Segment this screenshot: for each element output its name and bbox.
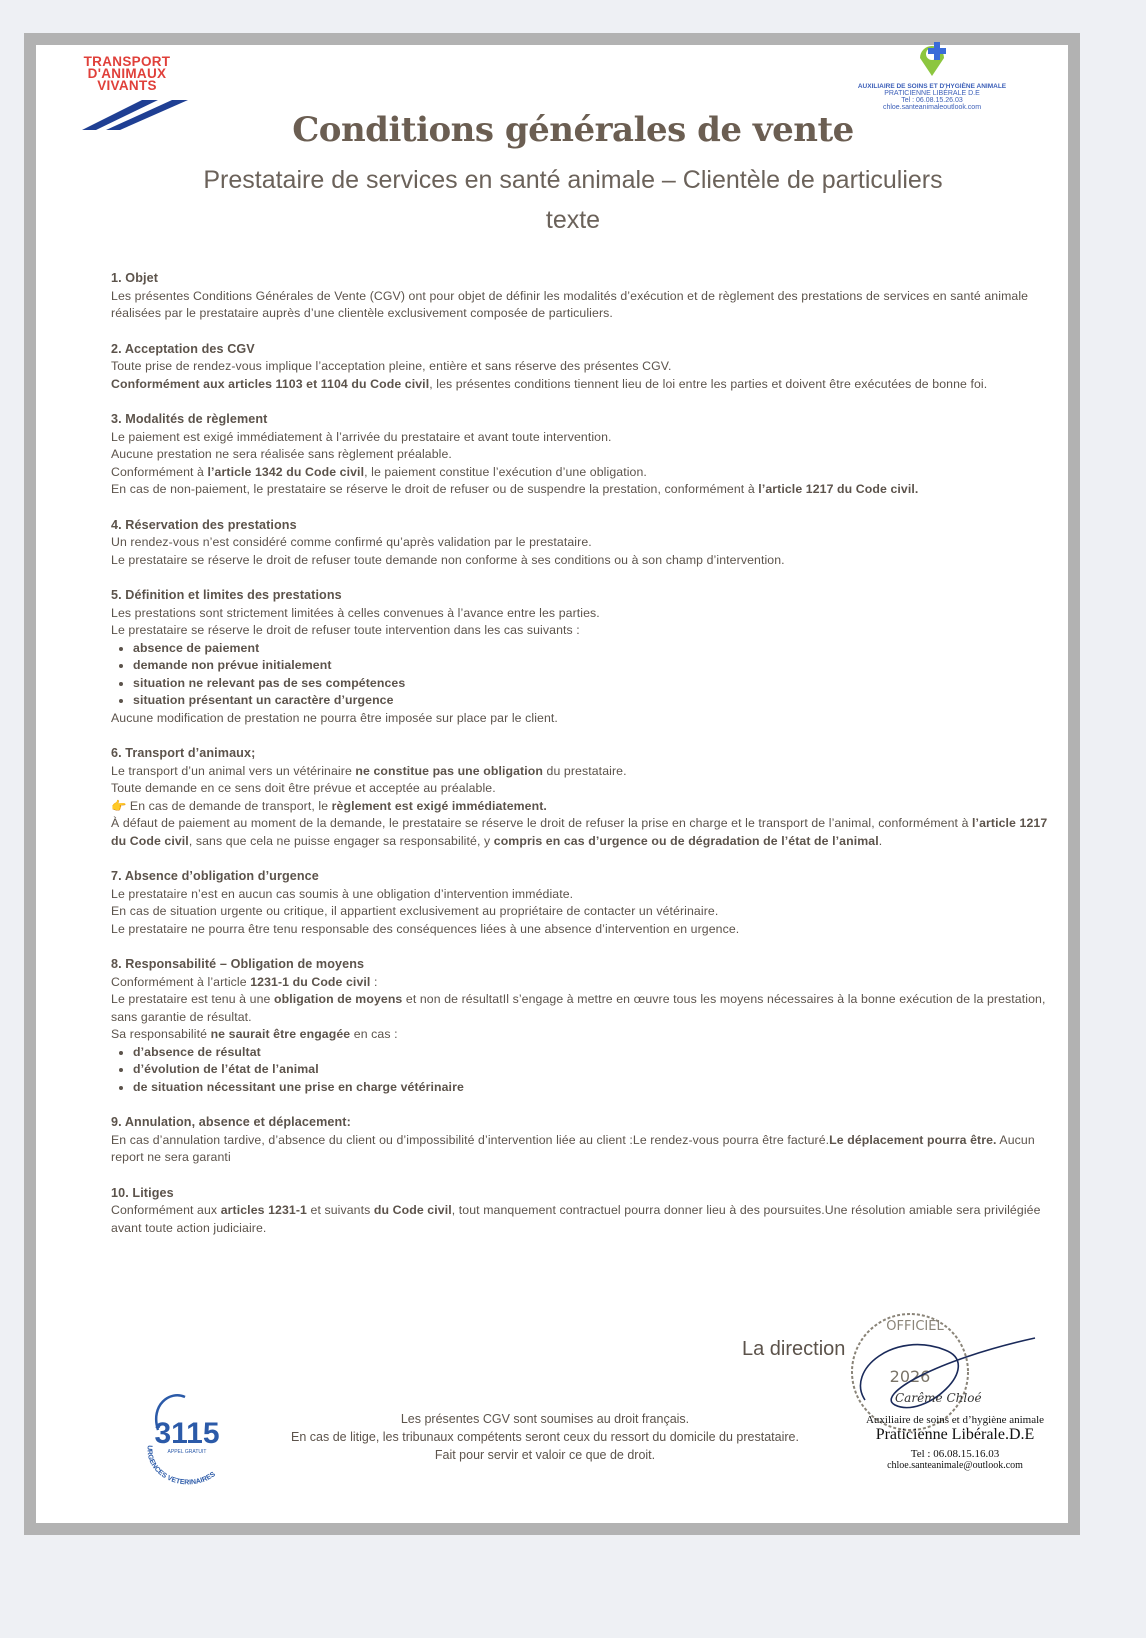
- text-run: Aucun report ne sera garanti: [111, 1132, 1035, 1164]
- paragraph-line: [111, 1132, 1061, 1167]
- section: [111, 1114, 1061, 1167]
- bold-text: règlement est exigé immédiatement.: [331, 798, 547, 813]
- bullet-item: • de situation nécessitant une prise en charge vétérinaire: [133, 1079, 1061, 1097]
- logo-text: TRANSPORT: [83, 54, 171, 69]
- bold-text: du Code civil: [373, 1203, 452, 1217]
- paragraph-line: [111, 1026, 1061, 1044]
- paragraph-line: [111, 798, 1061, 816]
- bullet-item: • demande non prévue initialement: [133, 657, 1061, 675]
- section-title: 10. Litiges: [111, 1185, 174, 1200]
- badge-number: 3115: [154, 1417, 220, 1450]
- paragraph-line: [111, 974, 1061, 992]
- paragraph-line: [111, 903, 1061, 921]
- text-run: , les présentes conditions tiennent lieu de loi entre les parties et doivent être exécutées de bonne foi.: [429, 376, 988, 391]
- footer-line: Fait pour servir et valoir ce que de droit.: [434, 1448, 656, 1462]
- text-run: Le prestataire se réserve le droit de refuser toute demande non conforme à ses conditions ou à son champ d’intervention.: [111, 552, 785, 567]
- text-run: Le prestataire se réserve le droit de refuser toute intervention dans les cas suivants :: [111, 623, 580, 637]
- bold-text: ne constitue pas une obligation: [355, 763, 543, 778]
- badge-ring-text: URGENCES VETERINAIRES: [145, 1444, 217, 1485]
- text-run: Un rendez-vous n’est considéré comme confirmé qu’après validation par le prestataire.: [111, 535, 592, 549]
- paragraph-line: [111, 921, 1061, 939]
- bold-text: Le déplacement pourra être.: [829, 1132, 997, 1147]
- text-run: en cas :: [350, 1027, 398, 1041]
- bold-text: l’article 1217 du Code civil.: [758, 482, 919, 496]
- footer-notice: [250, 1410, 840, 1464]
- text-run: Aucune modification de prestation ne pourra être imposée sur place par le client.: [111, 710, 558, 725]
- text-run: Le prestataire ne pourra être tenu responsable des conséquences liées à une absence d’intervention en urgence.: [111, 921, 740, 936]
- logo-text: PRATICIENNE LIBÉRALE D.E: [884, 90, 980, 97]
- section: [111, 745, 1061, 850]
- paragraph-line: [111, 886, 1061, 904]
- footer-line: En cas de litige, les tribunaux compétents seront ceux du ressort du domicile du prestataire.: [291, 1430, 799, 1444]
- text-run: En cas d’annulation tardive, d’absence du client ou d’impossibilité d’intervention liée au client :Le rendez-vous pourra être facturé.: [111, 1132, 830, 1147]
- section: [111, 517, 1061, 570]
- terms-body: [111, 270, 1061, 1255]
- text-run: et non de résultatIl s’engage à mettre en œuvre tous les moyens nécessaires à la bonne exécution de la prestation, sans garantie de résultat.: [111, 992, 1046, 1024]
- bold-text: Conformément aux articles 1103 et 1104 du Code civil: [111, 376, 430, 391]
- bold-text: 1231-1 du Code civil: [250, 974, 371, 989]
- paragraph-line: [111, 815, 1061, 850]
- paragraph-line: [111, 622, 1061, 640]
- signature-line: Praticienne Libérale.D.E: [875, 1426, 1035, 1443]
- logo-text: chloe.santeanimaleoutlook.com: [882, 104, 982, 111]
- section-title: 5. Définition et limites des prestations: [111, 588, 342, 602]
- bullet-item: • d’absence de résultat: [133, 1044, 1061, 1062]
- bullet-item: • d’évolution de l’état de l’animal: [133, 1061, 1061, 1079]
- text-run: , le paiement constitue l’exécution d’une obligation.: [364, 464, 647, 479]
- paragraph-line: [111, 552, 1061, 570]
- page-title: Conditions générales de vente: [292, 110, 854, 150]
- sante-animale-logo: [852, 40, 1012, 111]
- section-title: 7. Absence d’obligation d’urgence: [111, 869, 319, 883]
- location-pin-cross-icon: [912, 40, 952, 78]
- section-title: 3. Modalités de règlement: [111, 412, 268, 426]
- text-run: .: [878, 833, 883, 848]
- bold-text: articles 1231-1: [220, 1203, 307, 1217]
- section: [111, 868, 1061, 938]
- text-run: Toute demande en ce sens doit être prévue et acceptée au préalable.: [111, 781, 496, 795]
- text-run: Conformément à l’article: [111, 974, 251, 989]
- footer-line: Les présentes CGV sont soumises au droit français.: [400, 1412, 690, 1426]
- paragraph-line: [111, 464, 1061, 482]
- urgences-3115-badge: [140, 1385, 235, 1485]
- bold-text: l’article 1342 du Code civil: [207, 464, 365, 479]
- text-run: Le paiement est exigé immédiatement à l’arrivée du prestataire et avant toute intervention.: [111, 429, 612, 444]
- text-run: Le prestataire est tenu à une: [111, 992, 274, 1006]
- bullet-item: • situation ne relevant pas de ses compétences: [133, 675, 1061, 693]
- bold-text: ne saurait être engagée: [210, 1027, 351, 1041]
- section-title: 6. Transport d’animaux;: [111, 746, 256, 760]
- paragraph-line: [111, 1202, 1061, 1237]
- paragraph-line: [111, 763, 1061, 781]
- text-run: Les présentes Conditions Générales de Vente (CGV) ont pour objet de définir les modalités d’exécution et de règlement des prestations de services en santé animale réalisées par le prestataire auprès d’une clientèle exclusivement composée de particuliers.: [111, 288, 1029, 320]
- logo-text: AUXILIAIRE DE SOINS ET D'HYGIÈNE ANIMALE: [857, 83, 1007, 90]
- paragraph-line: [111, 534, 1061, 552]
- paragraph-line: [111, 481, 1061, 499]
- signature-line: Auxiliaire de soins et d’hygiène animale: [865, 1414, 1045, 1426]
- section-title: 4. Réservation des prestations: [111, 517, 297, 532]
- signature-phone: Tel : 06.08.15.16.03: [910, 1448, 1000, 1460]
- paragraph-line: [111, 429, 1061, 447]
- text-run: À défaut de paiement au moment de la demande, le prestataire se réserve le droit de refuser la prise en charge et le transport de l’animal, conformément à: [111, 816, 973, 830]
- paragraph-line: [111, 991, 1061, 1026]
- logo-text: Tel : 06.08.15.26.03: [901, 97, 963, 104]
- text-run: 👉 En cas de demande de transport, le: [111, 798, 332, 813]
- bold-text: compris en cas d’urgence ou de dégradation de l’état de l’animal: [493, 833, 879, 848]
- paragraph-line: [111, 605, 1061, 623]
- text-run: Conformément aux: [111, 1203, 221, 1217]
- bullet-list: [111, 1044, 1061, 1097]
- text-run: Le transport d’un animal vers un vétérinaire: [111, 763, 356, 778]
- paragraph-line: [111, 446, 1061, 464]
- text-run: et suivants: [306, 1203, 374, 1217]
- paragraph-line: [111, 710, 1061, 728]
- text-run: Le prestataire n’est en aucun cas soumis à une obligation d’intervention immédiate.: [111, 886, 574, 901]
- logo-text: D'ANIMAUX: [87, 66, 167, 81]
- section-title: 1. Objet: [111, 271, 158, 285]
- bullet-item: • situation présentant un caractère d’urgence: [133, 692, 1061, 710]
- section: [111, 587, 1061, 727]
- section-title: 8. Responsabilité – Obligation de moyens: [111, 957, 365, 971]
- bold-text: obligation de moyens: [273, 992, 403, 1006]
- bullet-list: [111, 640, 1061, 710]
- text-run: Les prestations sont strictement limitées à celles convenues à l’avance entre les parties.: [111, 605, 600, 620]
- handwritten-name: Carême Chloé: [895, 1391, 982, 1405]
- stamp-word: OFFICIEL: [886, 1319, 944, 1334]
- section-title: 9. Annulation, absence et déplacement:: [111, 1115, 351, 1129]
- section: [111, 956, 1061, 1096]
- bold-text: l’article 1217 du Code civil: [111, 816, 1048, 848]
- text-run: En cas de non-paiement, le prestataire se réserve le droit de refuser ou de suspendre la prestation, conformément à: [111, 482, 759, 496]
- page-subtitle: Prestataire de services en santé animale – Clientèle de particuliers texte: [203, 166, 943, 234]
- text-run: Sa responsabilité: [111, 1027, 211, 1041]
- paragraph-line: [111, 358, 1061, 376]
- paragraph-line: [111, 288, 1061, 323]
- text-run: du prestataire.: [543, 763, 627, 778]
- text-run: En cas de situation urgente ou critique, il appartient exclusivement au propriétaire de contacter un vétérinaire.: [111, 904, 719, 918]
- text-run: :: [370, 974, 378, 989]
- stamp-year: 2026: [889, 1367, 931, 1386]
- text-run: Aucune prestation ne sera réalisée sans règlement préalable.: [111, 447, 452, 461]
- bullet-item: • absence de paiement: [133, 640, 1061, 658]
- text-run: , sans que cela ne puisse engager sa responsabilité, y: [188, 833, 494, 848]
- direction-label: La direction: [742, 1338, 846, 1360]
- text-run: Toute prise de rendez-vous implique l’acceptation pleine, entière et sans réserve des présentes CGV.: [111, 359, 672, 373]
- text-run: Conformément à: [111, 464, 208, 479]
- text-run: , tout manquement contractuel pourra donner lieu à des poursuites.Une résolution amiable sera privilégiée avant toute action judiciaire.: [111, 1203, 1041, 1235]
- section: [111, 411, 1061, 499]
- section: [111, 341, 1061, 394]
- paragraph-line: [111, 376, 1061, 394]
- signature-email: chloe.santeanimale@outlook.com: [887, 1460, 1023, 1471]
- signature-block: [855, 1414, 1055, 1471]
- badge-sub: APPEL GRATUIT: [167, 1449, 207, 1455]
- section-title: 2. Acceptation des CGV: [111, 341, 255, 356]
- paragraph-line: [111, 780, 1061, 798]
- section: [111, 270, 1061, 323]
- section: [111, 1185, 1061, 1238]
- logo-text: VIVANTS: [97, 78, 157, 93]
